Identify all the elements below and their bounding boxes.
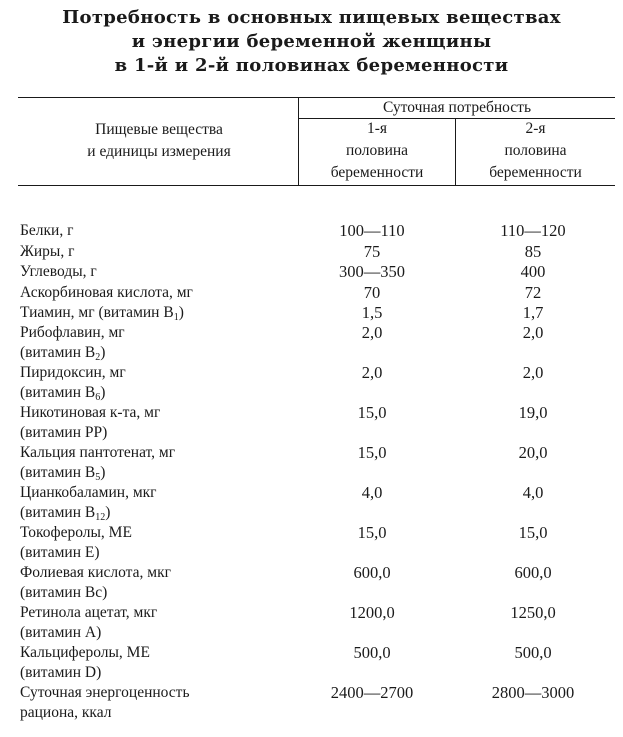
second-half-value: 600,0 [514, 563, 552, 582]
nutrient-name-line-2: (витамин $B_5$) [20, 464, 106, 483]
nutrient-name-line-1: Ретинола ацетат, мкг [20, 604, 158, 621]
first-half-value: 75 [363, 242, 381, 261]
nutrient-name-line-1: Белки, г [20, 222, 74, 239]
nutrient-header-line-2: и единицы измерения [87, 143, 231, 160]
first-half-value: 15,0 [357, 443, 387, 462]
header-bottom-rule [18, 185, 615, 186]
nutrient-name-line-2: (витамин A) [20, 624, 102, 641]
nutrient-name-line-2: (витамин D) [20, 664, 102, 681]
second-half-line-3: беременности [489, 164, 582, 181]
second-half-value: 400 [520, 262, 546, 281]
second-half-value: 500,0 [514, 643, 552, 662]
first-half-value: 500,0 [353, 643, 391, 662]
nutrient-name [20, 242, 74, 262]
second-half-value: 4,0 [522, 483, 544, 502]
nutrient-name [20, 221, 73, 241]
nutrient-name-line-2: (витамин Bc) [20, 584, 108, 601]
second-half-value: 2,0 [522, 363, 544, 382]
nutrient-name-line-1: Тиамин, мг (витамин $B_1$) [20, 304, 184, 323]
first-half-header [299, 118, 455, 184]
nutrient-name-line-2: (витамин E) [20, 544, 100, 561]
nutrient-name-line-2: рациона, ккал [20, 704, 112, 721]
nutrient-name-line-1: Суточная энергоценность [20, 684, 190, 701]
second-half-value: 20,0 [518, 443, 548, 462]
nutrient-name [20, 363, 126, 403]
title-line-1: Потребность в основных пищевых веществах [62, 7, 561, 28]
first-half-value: 1,5 [361, 303, 383, 322]
nutrient-name [20, 403, 160, 443]
nutrient-name-line-1: Цианкобаламин, мкг [20, 484, 157, 501]
nutrient-name [20, 523, 132, 563]
second-half-value: 72 [524, 283, 542, 302]
first-half-value: 2400—2700 [330, 683, 414, 702]
nutrient-name-line-1: Кальциферолы, МЕ [20, 644, 150, 661]
second-half-value: 15,0 [518, 523, 548, 542]
nutrient-name-line-2: (витамин PP) [20, 424, 108, 441]
second-half-value: 2,0 [522, 323, 544, 342]
first-half-line-2: половина [345, 142, 409, 159]
nutrient-name [20, 483, 157, 523]
second-half-value: 1250,0 [510, 603, 556, 622]
first-half-value: 2,0 [361, 323, 383, 342]
first-half-value: 300—350 [339, 262, 405, 281]
nutrient-name-line-1: Кальция пантотенат, мг [20, 444, 176, 461]
nutrient-name [20, 563, 171, 603]
table-title [0, 6, 623, 78]
nutrient-name [20, 443, 175, 483]
title-line-2: и энергии беременной женщины [131, 31, 492, 52]
second-half-line-2: половина [504, 142, 567, 159]
second-half-value: 110—120 [500, 221, 566, 240]
title-line-3: в 1-й и 2-й половинах беременности [114, 55, 509, 76]
nutrient-name-line-1: Пиридоксин, мг [20, 364, 126, 381]
nutrient-name [20, 683, 190, 723]
first-half-value: 70 [363, 283, 381, 302]
nutrient-name-line-1: Углеводы, г [20, 263, 97, 280]
nutrient-name-line-1: Аскорбиновая кислота, мг [20, 284, 193, 301]
nutrient-name-line-1: Рибофлавин, мг [20, 324, 125, 341]
nutrient-name-line-2: (витамин $B_6$) [20, 384, 106, 403]
first-half-value: 4,0 [361, 483, 383, 502]
nutrient-name-line-1: Фолиевая кислота, мкг [20, 564, 171, 581]
nutrient-name-line-1: Токоферолы, МЕ [20, 524, 132, 541]
first-half-value: 15,0 [357, 523, 387, 542]
second-half-value: 19,0 [518, 403, 548, 422]
nutrient-name [20, 283, 193, 303]
nutrient-header-line-1: Пищевые вещества [95, 121, 223, 138]
nutrient-name [20, 262, 97, 282]
nutrient-column-header [20, 119, 298, 163]
second-half-value: 2800—3000 [491, 683, 575, 702]
second-half-value: 85 [524, 242, 542, 261]
second-half-value: 1,7 [522, 303, 544, 322]
daily-need-header: Суточная потребность [382, 99, 532, 116]
first-half-value: 100—110 [339, 221, 405, 240]
first-half-value: 1200,0 [349, 603, 395, 622]
nutrient-name-line-2: (витамин $B_2$) [20, 344, 106, 363]
first-half-value: 600,0 [353, 563, 391, 582]
first-half-line-3: беременности [330, 164, 424, 181]
nutrient-name [20, 603, 157, 643]
nutrient-name-line-1: Никотиновая к-та, мг [20, 404, 161, 421]
first-half-value: 2,0 [361, 363, 383, 382]
second-half-line-1: 2-я [525, 120, 546, 137]
nutrient-name-line-1: Жиры, г [20, 243, 75, 260]
nutrient-name-line-2: (витамин $B_{12}$) [20, 504, 111, 523]
nutrient-name [20, 323, 125, 363]
nutrient-name [20, 643, 150, 683]
second-half-header [456, 118, 615, 184]
nutrient-name [20, 303, 184, 323]
first-half-value: 15,0 [357, 403, 387, 422]
first-half-line-1: 1-я [366, 120, 388, 137]
